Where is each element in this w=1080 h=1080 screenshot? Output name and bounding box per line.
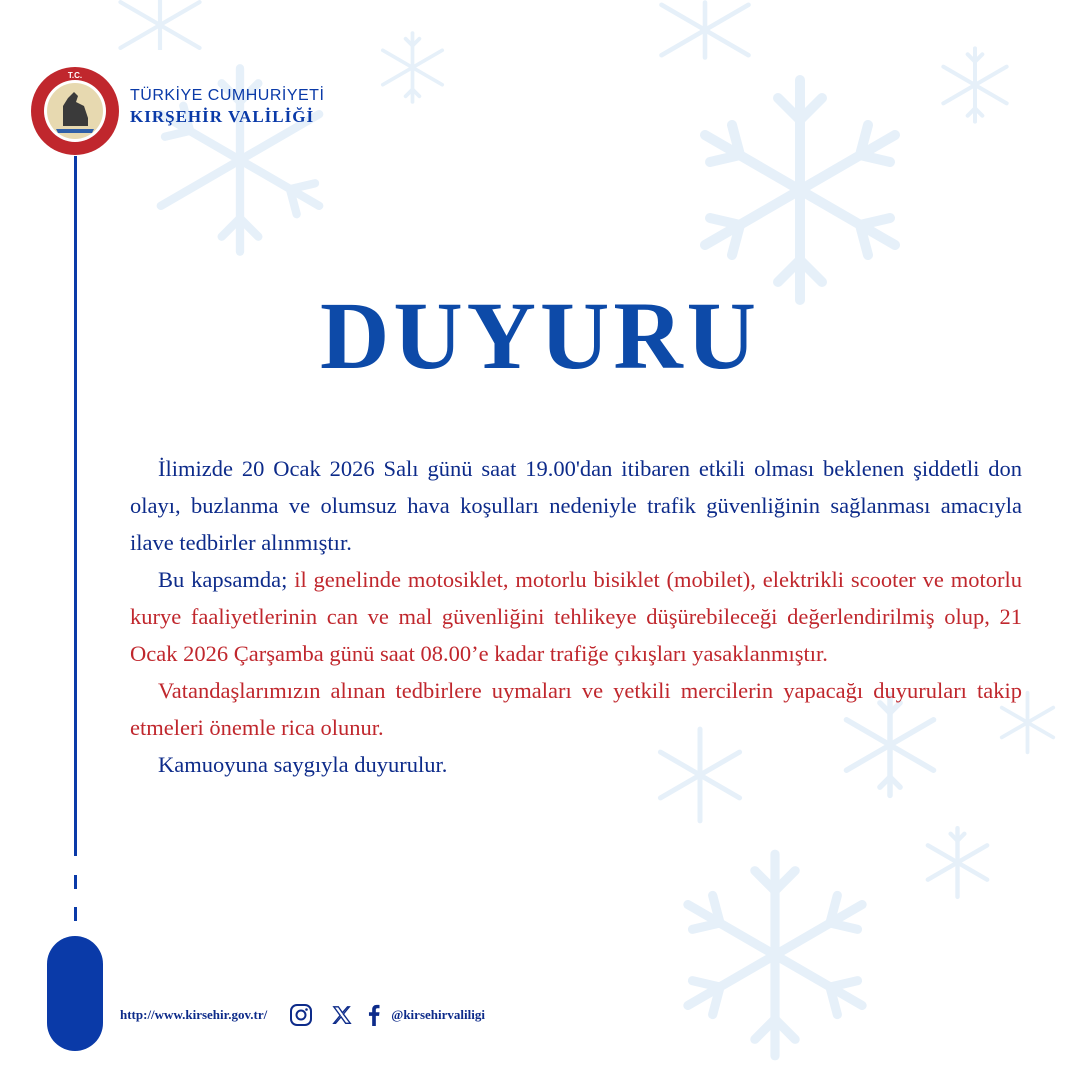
snowflake-decoration [650, 0, 760, 60]
website-link[interactable]: http://www.kirsehir.gov.tr/ [120, 1007, 268, 1022]
kirsehir-valiligi-logo [30, 66, 120, 156]
social-handle[interactable]: @kirsehirvaliligi [391, 1007, 485, 1022]
vertical-divider [74, 156, 77, 856]
paragraph-4: Kamuoyuna saygıyla duyurulur. [158, 752, 448, 777]
snowflake-decoration [935, 45, 1015, 125]
snowflake-decoration [665, 845, 885, 1065]
instagram-icon[interactable] [289, 1003, 313, 1027]
paragraph-2-lead: Bu kapsamda; [158, 567, 288, 592]
snowflake-decoration [375, 30, 450, 105]
announcement-body [130, 450, 1022, 783]
header-line-2: KIRŞEHİR VALİLİĞİ [130, 107, 315, 126]
divider-dash [74, 907, 77, 921]
snowflake-decoration [920, 825, 995, 900]
header-title [130, 86, 324, 128]
footer [120, 1002, 485, 1028]
paragraph-2 [130, 561, 1022, 672]
paragraph-3: Vatandaşlarımızın alınan tedbirlere uymaları ve yetkili mercilerin yapacağı duyuruları takip etmeleri önemle rica olunur. [130, 678, 1022, 740]
divider-dash [74, 875, 77, 889]
facebook-icon[interactable] [367, 1004, 381, 1026]
header-line-1: TÜRKİYE CUMHURİYETİ [130, 87, 325, 104]
decorative-pill [47, 936, 103, 1051]
snowflake-decoration [680, 70, 920, 310]
snowflake-decoration [105, 0, 215, 50]
x-icon[interactable] [331, 1004, 353, 1026]
paragraph-1: İlimizde 20 Ocak 2026 Salı günü saat 19.00'dan itibaren etkili olması beklenen şiddetli don olayı, buzlanma ve olumsuz hava koşulları nedeniyle trafik güvenliğinin sağlanması amacıyla ilave tedbirler alınmıştır. [130, 456, 1022, 555]
paragraph-2-rest: il genelinde motosiklet, motorlu bisiklet (mobilet), elektrikli scooter ve motorlu kurye faaliyetlerinin can ve mal güvenliğini tehlikeye düşürebileceği değerlendirilmiş olup, 21 Ocak 2026 Çarşamba günü saat 08.00’e kadar trafiğe çıkışları yasaklanmıştır. [130, 567, 1022, 666]
svg-text:T.C.: T.C. [67, 71, 83, 80]
page-title: DUYURU [320, 282, 760, 389]
